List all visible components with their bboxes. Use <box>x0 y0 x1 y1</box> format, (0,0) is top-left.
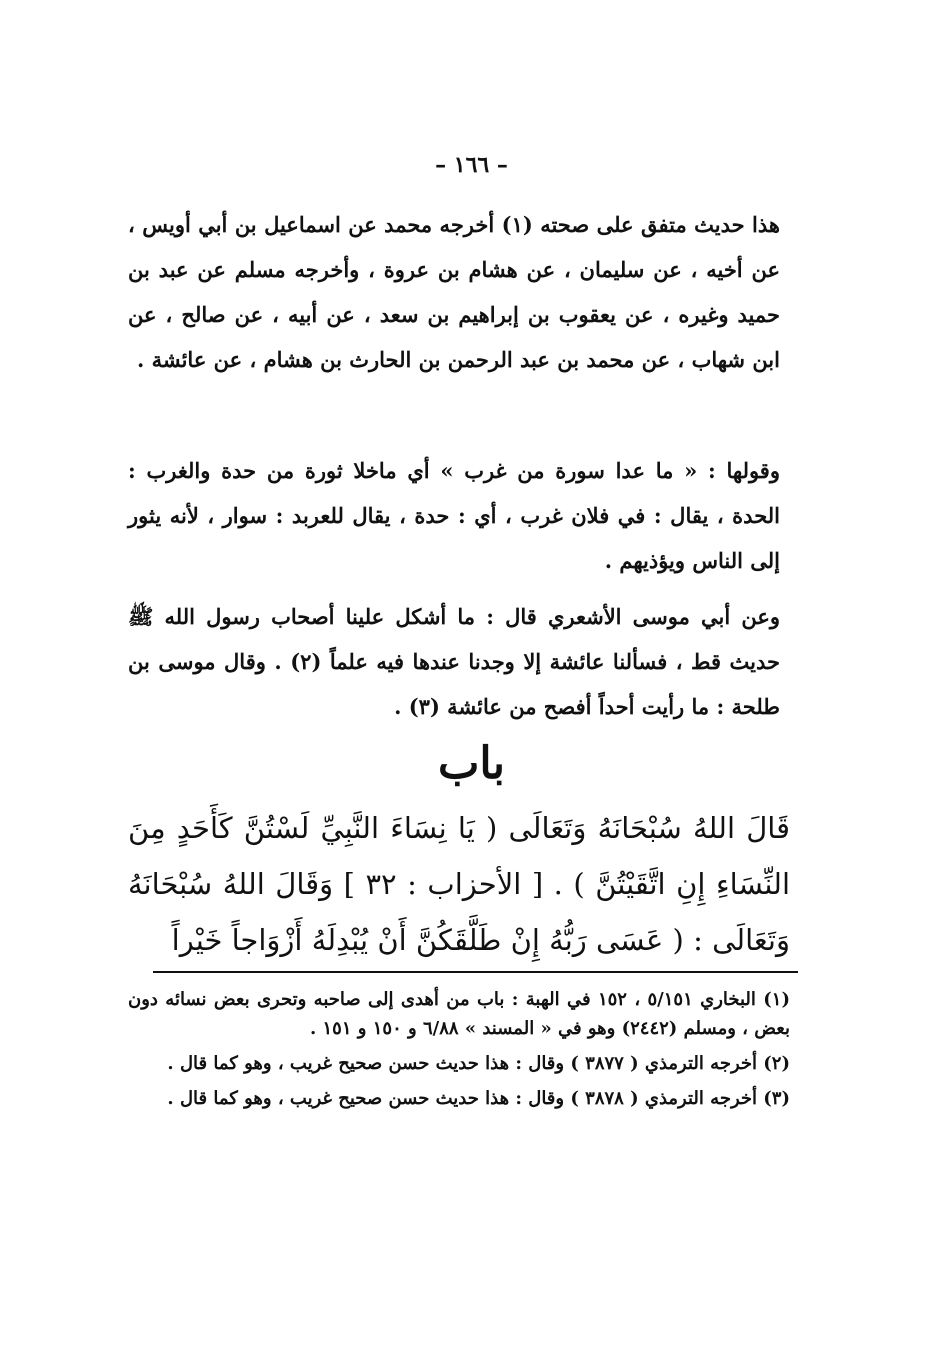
quran-verse-block: قَالَ اللهُ سُبْحَانَهُ وَتَعَالَى ( يَا نِسَاءَ النَّبِيِّ لَسْتُنَّ كَأَحَدٍ مِنَ النِّسَاءِ إِنِ اتَّقَيْتُنَّ ) . [ الأحزاب : ٣٢ ] وَقَالَ اللهُ سُبْحَانَهُ وَتَعَالَى : ( عَسَى رَبُّهُ إِنْ طَلَّقَكُنَّ أَنْ يُبْدِلَهُ أَزْوَاجاً خَيْراً <box>128 811 790 957</box>
footnote-2: (٢) أخرجه الترمذي ( ٣٨٧٧ ) وقال : هذا حديث حسن صحيح غريب ، وهو كما قال . <box>167 1053 790 1074</box>
footnote-3: (٣) أخرجه الترمذي ( ٣٨٧٨ ) وقال : هذا حديث حسن صحيح غريب ، وهو كما قال . <box>167 1088 790 1109</box>
footnotes-section <box>128 985 790 1119</box>
footnote-1: (١) البخاري ٥/١٥١ ، ١٥٢ في الهبة : باب من أهدى إلى صاحبه وتحرى بعض نسائه دون بعض ، ومسلم (٢٤٤٢) وهو في « المسند » ٦/٨٨ و ١٥٠ و ١٥١ . <box>128 989 790 1039</box>
paragraph-hadith-chain: هذا حديث متفق على صحته (١) أخرجه محمد عن اسماعيل بن أبي أويس ، عن أخيه ، عن سليمان ، عن هشام بن عروة ، وأخرجه مسلم عن عبد بن حميد وغيره ، عن يعقوب بن إبراهيم بن سعد ، عن أبيه ، عن صالح ، عن ابن شهاب ، عن محمد بن عبد الرحمن بن الحارث بن هشام ، عن عائشة . <box>128 212 780 372</box>
chapter-title: باب <box>437 738 506 789</box>
page-number: – ١٦٦ – <box>435 152 508 178</box>
paragraph-word-explanation: وقولها : « ما عدا سورة من غرب » أي ماخلا ثورة من حدة والغرب : الحدة ، يقال : في فلان غرب ، أي : حدة ، يقال للعربد : سوار ، لأنه يثور إلى الناس ويؤذيهم . <box>128 458 780 573</box>
footnote-divider <box>153 971 798 973</box>
paragraph-abu-musa-report: وعن أبي موسى الأشعري قال : ما أشكل علينا أصحاب رسول الله ﷺ حديث قط ، فسألنا عائشة إلا وجدنا عندها فيه علماً (٢) . وقال موسى بن طلحة : ما رأيت أحداً أفصح من عائشة (٣) . <box>128 604 780 719</box>
